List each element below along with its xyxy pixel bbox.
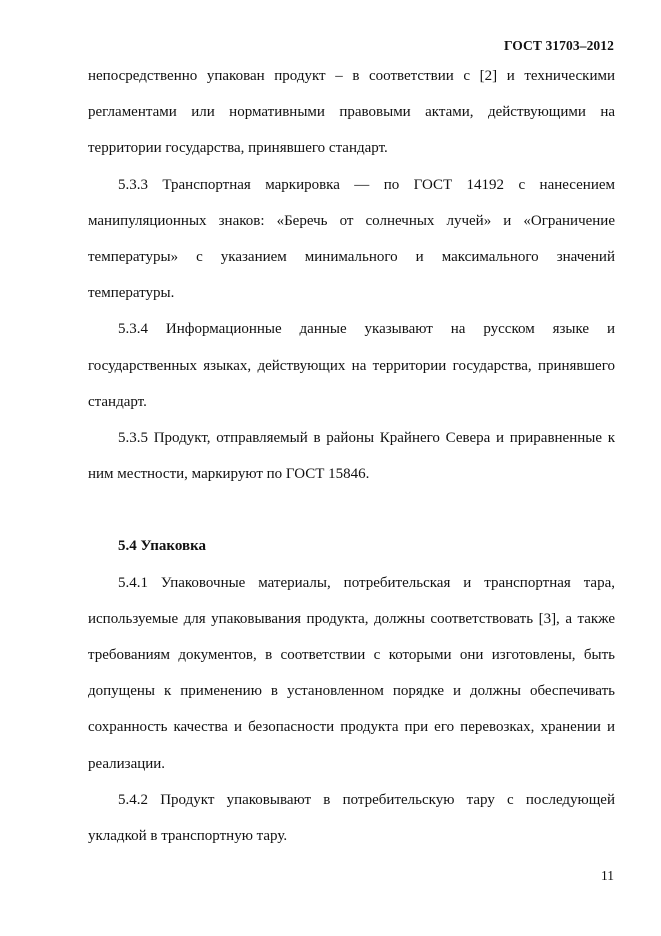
paragraph-5-3-4: 5.3.4 Информационные данные указывают на русском языке и государственных языках, действующих на территории государства, принявшего стандарт.: [88, 321, 615, 410]
paragraph-5-4-1: 5.4.1 Упаковочные материалы, потребительская и транспортная тара, используемые для упаковывания продукта, должны соответствовать [3], а также требованиям документов, в соответствии с которыми они изготовлены, быть допущены к применению в установленном порядке и должны обеспечивать сохранность качества и безопасности продукта при его перевозках, хранении и реализации.: [88, 574, 615, 772]
page-content: [88, 58, 615, 854]
paragraph-5-3-5: 5.3.5 Продукт, отправляемый в районы Крайнего Севера и приравненные к ним местности, маркируют по ГОСТ 15846.: [88, 430, 615, 483]
paragraph-5-4-2: 5.4.2 Продукт упаковывают в потребительскую тару с последующей укладкой в транспортную тару.: [88, 791, 615, 845]
section-heading-5-4: 5.4 Упаковка: [118, 538, 207, 555]
page-number: 11: [601, 868, 614, 883]
paragraph-continuation: непосредственно упакован продукт – в соответствии с [2] и техническими регламентами или нормативными правовыми актами, действующими на территории государства, принявшего стандарт.: [88, 68, 615, 157]
document-header-code: ГОСТ 31703–2012: [503, 38, 614, 53]
paragraph-5-3-3: 5.3.3 Транспортная маркировка — по ГОСТ 14192 с нанесением манипуляционных знаков: «Беречь от солнечных лучей» и «Ограничение температуры» с указанием минимального и максимального значений температуры.: [88, 176, 615, 302]
